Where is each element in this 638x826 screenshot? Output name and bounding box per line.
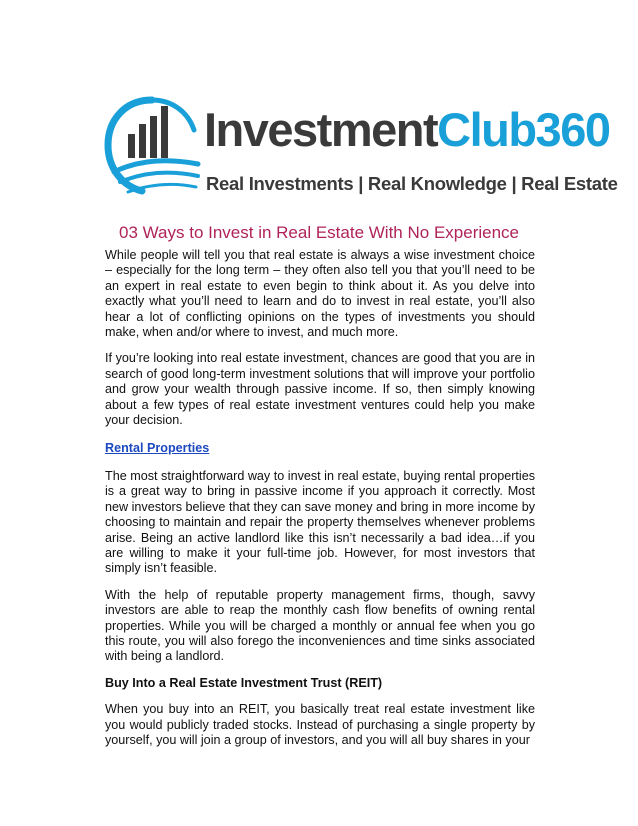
- rental-paragraph-2: With the help of reputable property management firms, though, savvy investors are able to reap the monthly cash flow benefits of owning rental properties. While you will be charged a monthly or annual fee when you go this route, you will also forego the inconveniences and time sinks associated with being a landlord.: [105, 587, 535, 664]
- investmentclub360-logo: [100, 90, 618, 208]
- intro-paragraph-2: If you’re looking into real estate investment, chances are good that you are in search of good long-term investment solutions that will improve your portfolio and grow your wealth through passive income. If so, then simply knowing about a few types of real estate investment ventures could help you make your decision.: [105, 351, 535, 428]
- rental-paragraph-1: The most straightforward way to invest in real estate, buying rental properties is a great way to bring in passive income if you approach it correctly. Most new investors believe that they can save money and bring in more income by choosing to maintain and repair the property themselves whenever problems arise. Being an active landlord like this isn’t necessarily a bad idea…if you are willing to make it your full-time job. However, for most investors that simply isn’t feasible.: [105, 468, 535, 576]
- intro-paragraph-1: While people will tell you that real estate is always a wise investment choice – especially for the long term – they often also tell you that you’ll need to be an expert in real estate to even begin to think about it. As you delve into exactly what you’ll need to learn and do to invest in real estate, you’ll also hear a lot of conflicting opinions on the types of investments you should make, when and/or where to invest, and much more.: [105, 248, 535, 340]
- bar-chart-circle-icon: [100, 90, 204, 208]
- rental-properties-link[interactable]: Rental Properties: [105, 441, 210, 456]
- logo-wordmark-investment: Investment: [204, 103, 438, 156]
- reit-paragraph-1: When you buy into an REIT, you basically treat real estate investment like you would publicly traded stocks. Instead of purchasing a single property by yourself, you will join a group of investors, and you will all buy shares in your: [105, 702, 535, 747]
- logo-tagline: Real Investments | Real Knowledge | Real Estate: [206, 173, 618, 194]
- document-title: 03 Ways to Invest in Real Estate With No Experience: [119, 223, 519, 242]
- reit-heading: Buy Into a Real Estate Investment Trust (REIT): [105, 675, 383, 690]
- logo-wordmark: [204, 105, 609, 155]
- document-body: [105, 248, 535, 759]
- logo-wordmark-club360: Club360: [437, 103, 610, 156]
